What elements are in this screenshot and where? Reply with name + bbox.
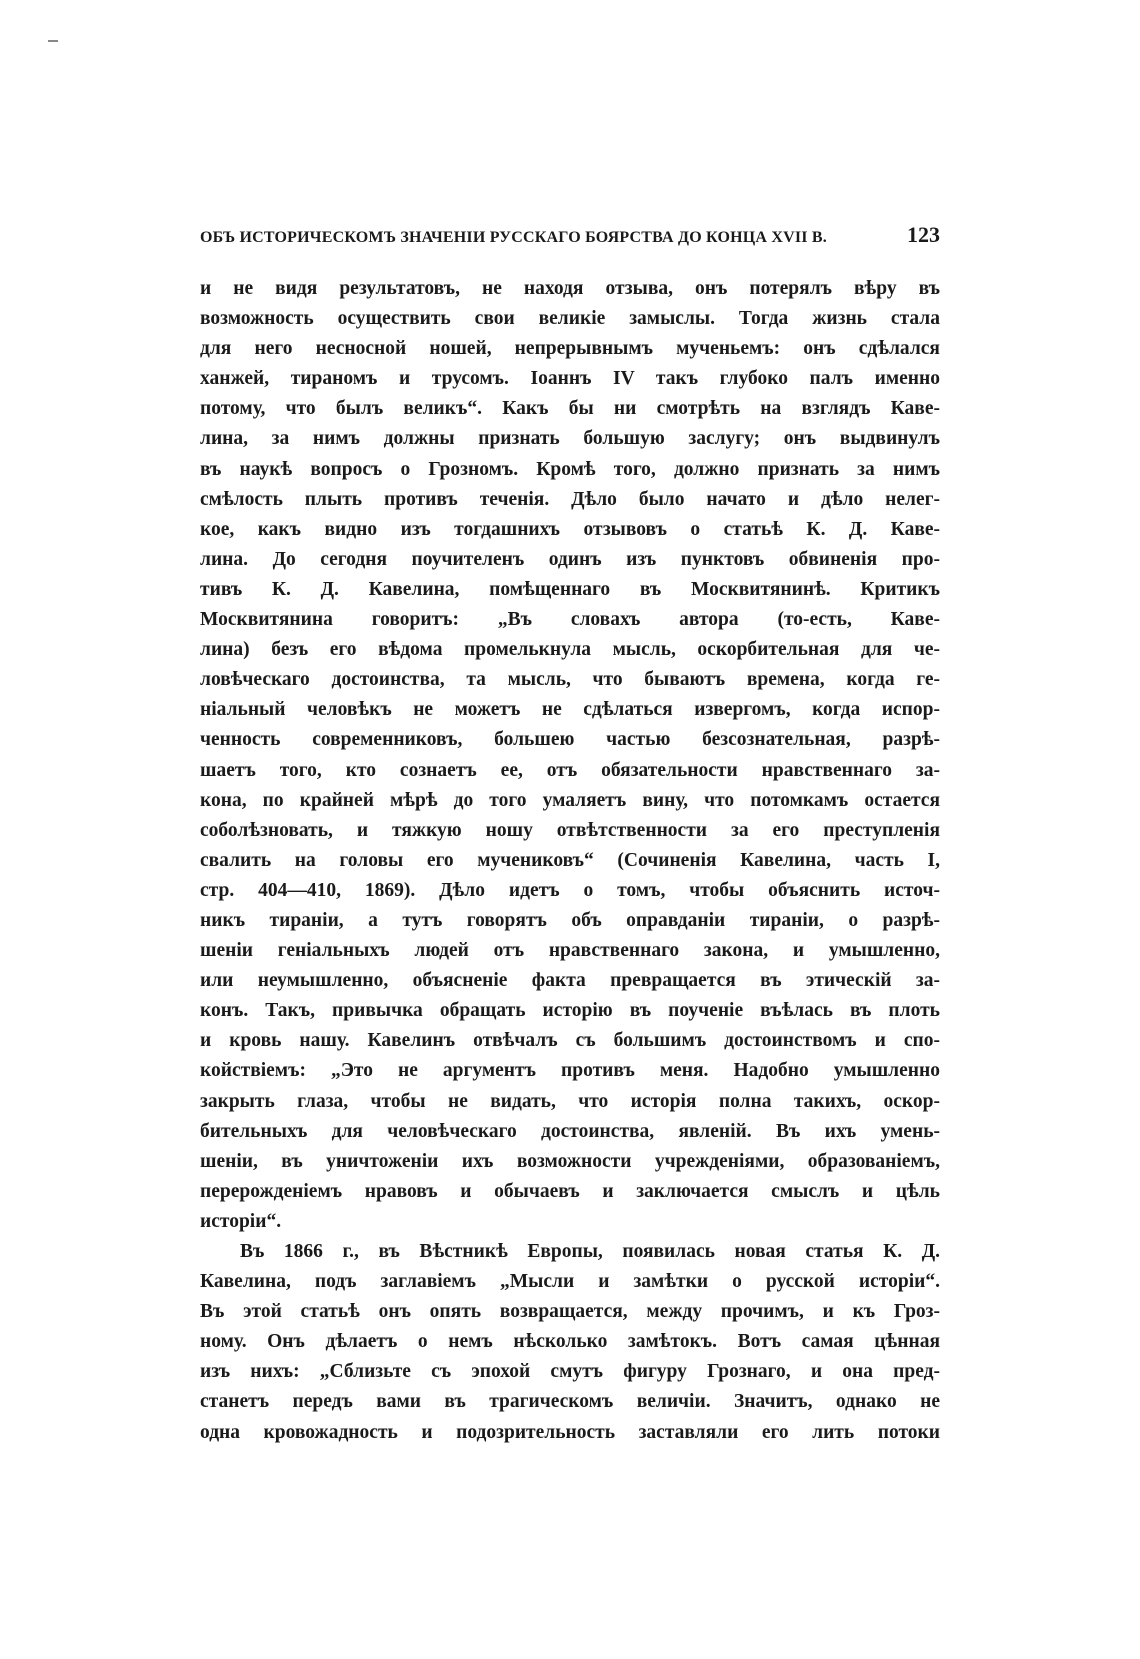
page-number: 123: [907, 222, 940, 247]
body-text: [200, 274, 940, 1448]
text-line: перерожденіемъ нравовъ и обычаевъ и заключается смыслъ и цѣль: [200, 1180, 940, 1202]
text-line: соболѣзновать, и тяжкую ношу отвѣтственности за его преступленія: [200, 819, 940, 841]
text-line: и не видя результатовъ, не находя отзыва, онъ потерялъ вѣру въ: [200, 278, 940, 299]
text-line: койствіемъ: „Это не аргументъ противъ меня. Надобно умышленно: [200, 1060, 940, 1082]
text-line: или неумышленно, объясненіе факта превращается въ этическій за-: [200, 970, 940, 992]
text-line: станетъ передъ вами въ трагическомъ величіи. Значитъ, однако не: [200, 1391, 940, 1413]
text-line: шеніи геніальныхъ людей отъ нравственнаго закона, и умышленно,: [200, 940, 940, 962]
text-line: стр. 404—410, 1869). Дѣло идетъ о томъ, чтобы объяснить источ-: [200, 879, 940, 901]
text-line: ханжей, тираномъ и трусомъ. Іоаннъ IV такъ глубоко палъ именно: [200, 368, 940, 390]
text-line: ніальный человѣкъ не можетъ не сдѣлаться извергомъ, когда испор-: [200, 699, 940, 721]
text-line-paragraph-end: исторіи“.: [200, 1210, 282, 1232]
text-line: шеніи, въ уничтоженіи ихъ возможности учрежденіями, образованіемъ,: [200, 1150, 940, 1172]
text-line: закрыть глаза, чтобы не видать, что исторія полна такихъ, оскор-: [200, 1090, 940, 1112]
text-line: Кавелина, подъ заглавіемъ „Мысли и замѣтки о русской исторіи“.: [200, 1271, 940, 1293]
text-line: изъ нихъ: „Сблизьте съ эпохой смутъ фигуру Грознаго, и она пред-: [200, 1361, 940, 1383]
text-line: Въ этой статьѣ онъ опять возвращается, между прочимъ, и къ Гроз-: [200, 1301, 940, 1323]
text-line: возможность осуществить свои великіе замыслы. Тогда жизнь стала: [200, 308, 940, 330]
text-line: смѣлость плыть противъ теченія. Дѣло было начато и дѣло нелег-: [200, 488, 940, 510]
text-line: потому, что былъ великъ“. Какъ бы ни смотрѣть на взглядъ Каве-: [200, 398, 940, 420]
text-line: Москвитянина говоритъ: „Въ словахъ автора (то-есть, Каве-: [200, 609, 940, 631]
text-line: въ наукѣ вопросъ о Грозномъ. Кромѣ того, должно признать за нимъ: [200, 458, 940, 480]
text-line: бительныхъ для человѣческаго достоинства, явленій. Въ ихъ умень-: [200, 1120, 940, 1142]
text-line: лина, за нимъ должны признать большую заслугу; онъ выдвинулъ: [200, 428, 940, 450]
text-line-paragraph-start: Въ 1866 г., въ Вѣстникѣ Европы, появилась новая статья К. Д.: [240, 1241, 940, 1262]
text-line: одна кровожадность и подозрительность заставляли его лить потоки: [200, 1421, 940, 1443]
text-line: кое, какъ видно изъ тогдашнихъ отзывовъ о статьѣ К. Д. Каве-: [200, 518, 940, 540]
running-header-title: ОБЪ ИСТОРИЧЕСКОМЪ ЗНАЧЕНІИ РУССКАГО БОЯРСТВА ДО КОНЦА XVII В.: [200, 229, 827, 246]
text-line: для него несносной ношей, непрерывнымъ мученьемъ: онъ сдѣлался: [200, 338, 940, 360]
running-header: [200, 222, 940, 252]
text-line: тивъ К. Д. Кавелина, помѣщеннаго въ Москвитянинѣ. Критикъ: [200, 578, 940, 600]
text-line: ному. Онъ дѣлаетъ о немъ нѣсколько замѣтокъ. Вотъ самая цѣнная: [200, 1331, 940, 1353]
text-line: лина) безъ его вѣдома промелькнула мысль, оскорбительная для че-: [200, 639, 940, 661]
text-line: кона, по крайней мѣрѣ до того умаляетъ вину, что потомкамъ остается: [200, 789, 940, 811]
text-line: и кровь нашу. Кавелинъ отвѣчалъ съ большимъ достоинствомъ и спо-: [200, 1030, 940, 1052]
scan-edge-mark: [48, 40, 58, 42]
text-line: конъ. Такъ, привычка обращать исторію въ поученіе въѣлась въ плоть: [200, 1000, 940, 1022]
text-line: свалить на головы его мучениковъ“ (Сочиненія Кавелина, часть I,: [200, 849, 940, 871]
text-line: шаетъ того, кто сознаетъ ее, отъ обязательности нравственнаго за-: [200, 759, 940, 781]
text-line: ченность современниковъ, большею частью безсознательная, разрѣ-: [200, 729, 940, 751]
text-line: ловѣческаго достоинства, та мысль, что бываютъ времена, когда ге-: [200, 669, 940, 691]
text-line: лина. До сегодня поучителенъ одинъ изъ пунктовъ обвиненія про-: [200, 548, 940, 570]
text-line: никъ тираніи, а тутъ говорятъ объ оправданіи тираніи, о разрѣ-: [200, 909, 940, 931]
